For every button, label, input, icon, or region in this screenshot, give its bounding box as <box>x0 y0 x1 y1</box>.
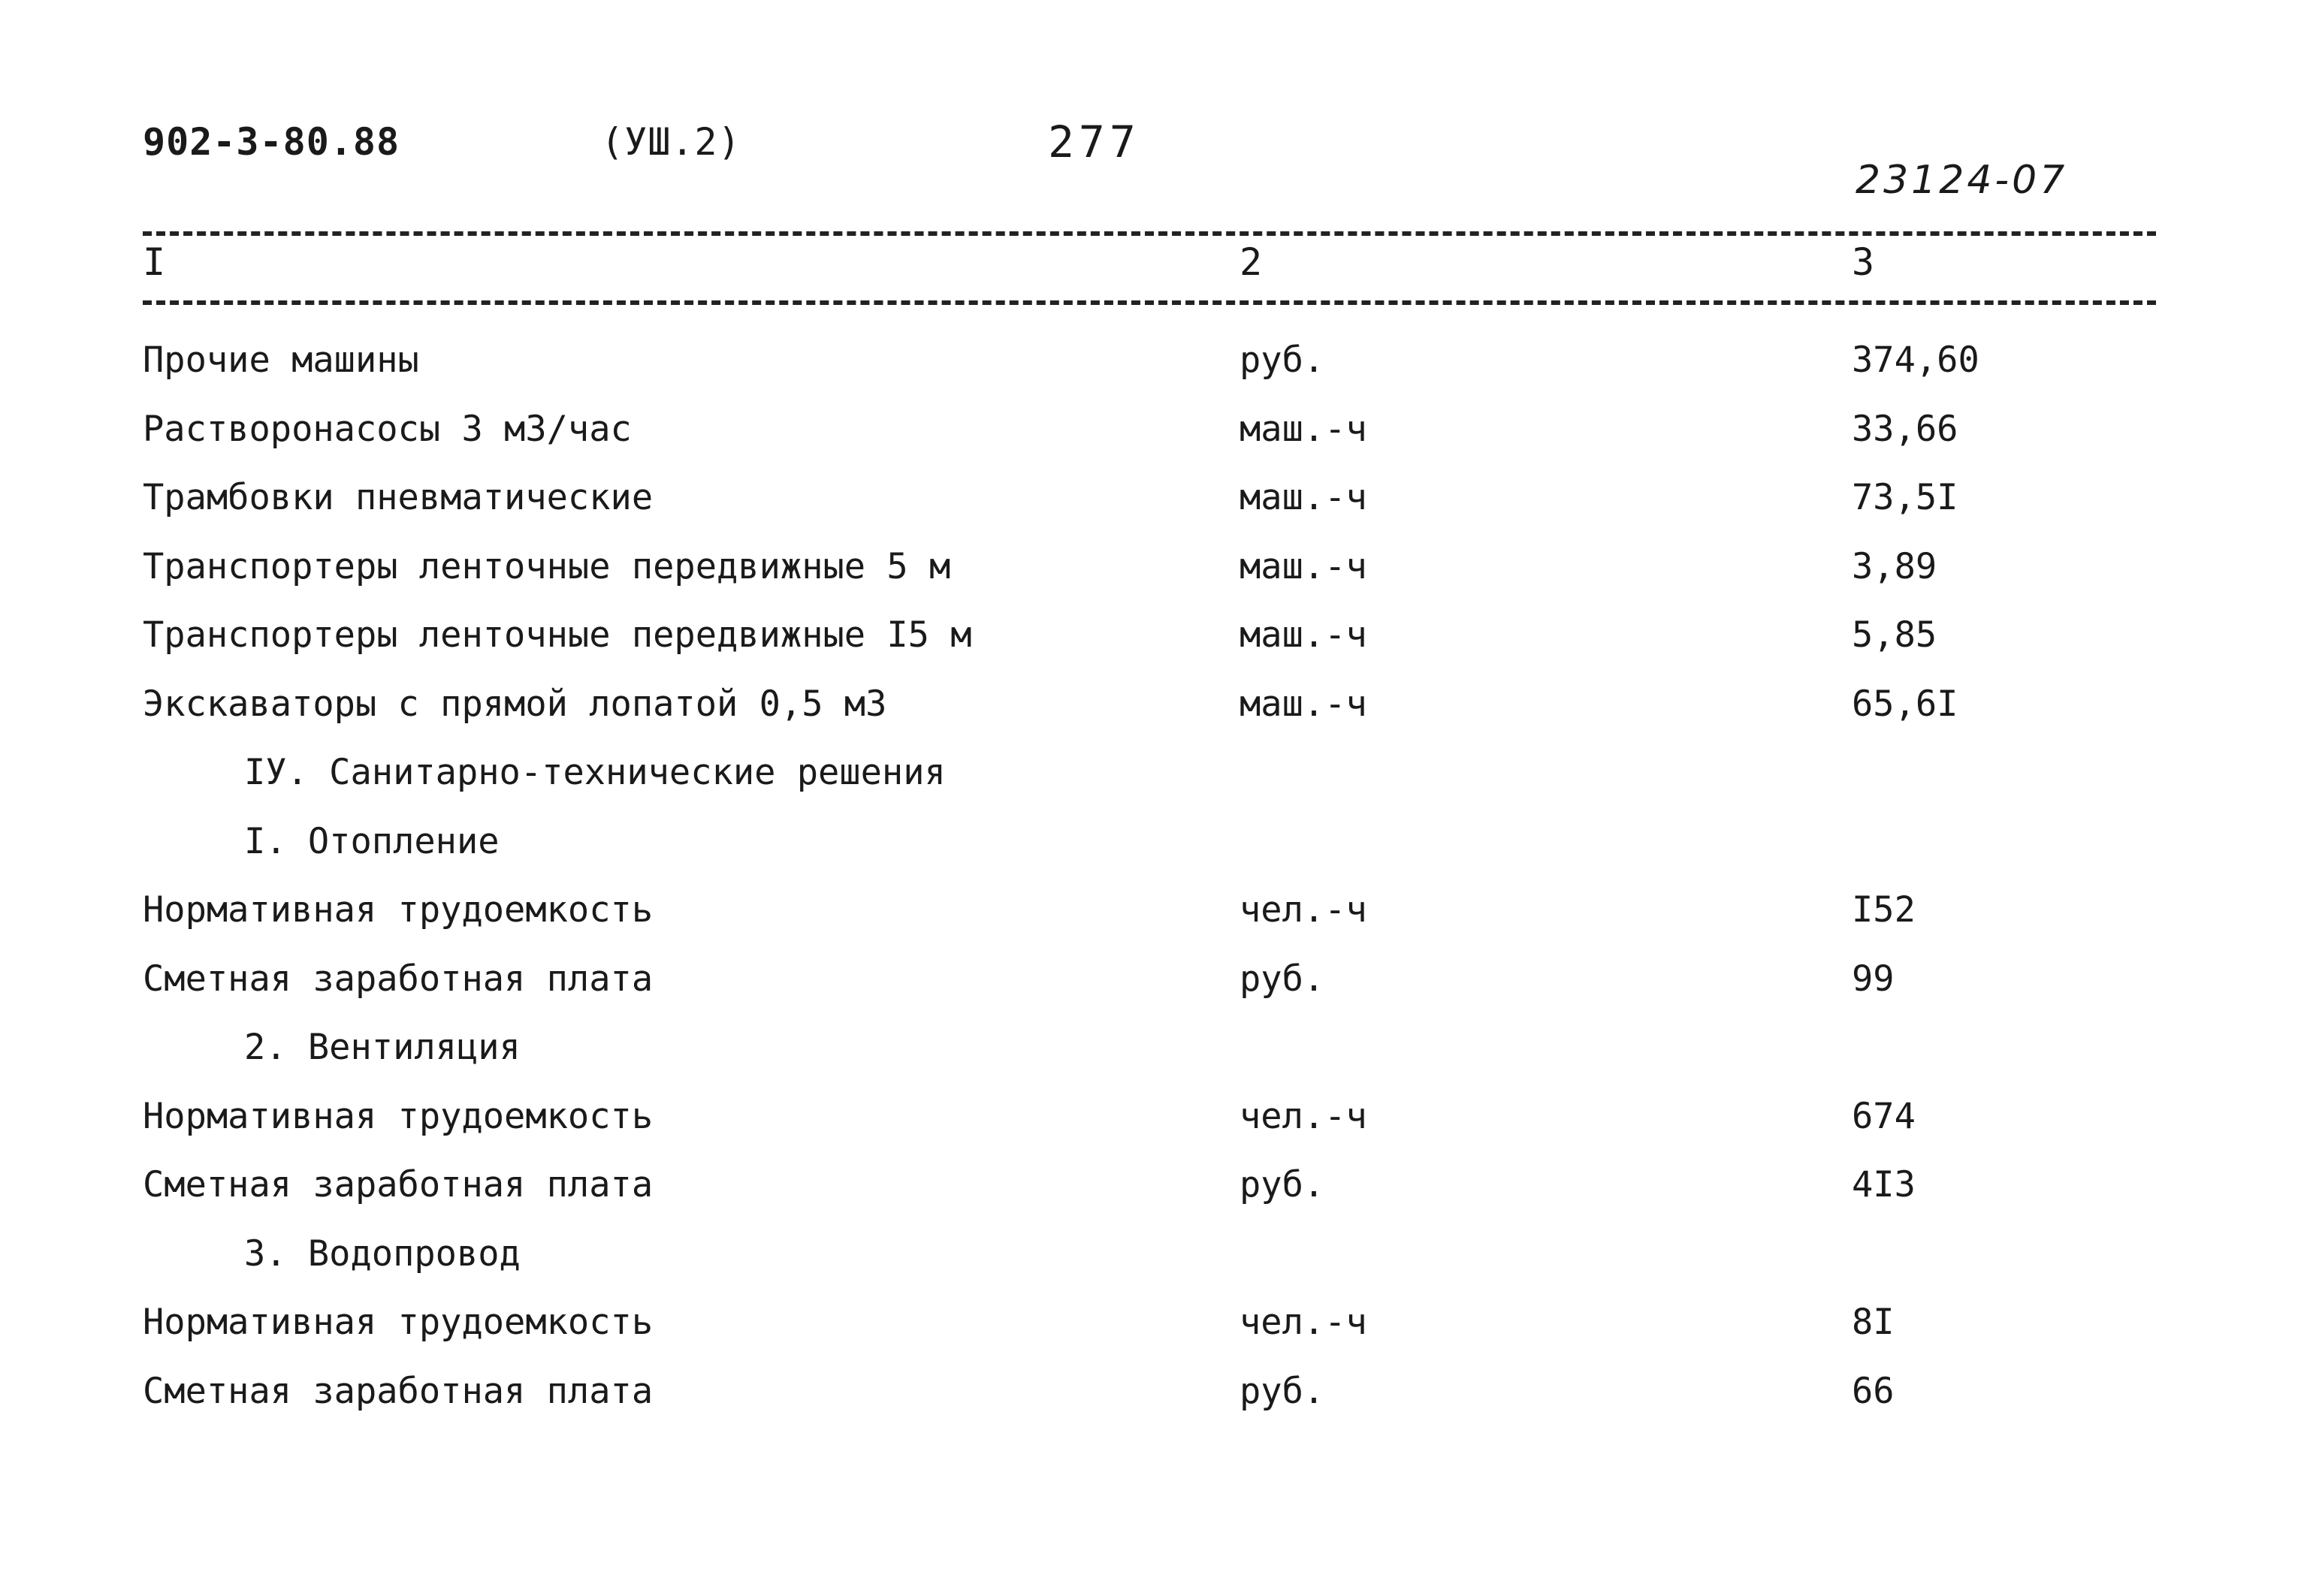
table-row <box>0 472 2307 541</box>
table-row <box>0 953 2307 1022</box>
section-heading-row <box>0 747 2307 816</box>
item-unit: чел.-ч <box>1240 1302 1367 1343</box>
section-heading: 3. Водопровод <box>244 1232 521 1275</box>
section-heading: IУ. Санитарно-технические решения <box>244 752 946 793</box>
item-name: Транспортеры ленточные передвижные 5 м <box>143 545 951 587</box>
table-header-rule <box>143 300 2156 305</box>
item-unit: маш.-ч <box>1240 614 1367 656</box>
item-unit: руб. <box>1240 1370 1325 1412</box>
item-name: Растворонасосы 3 м3/час <box>143 408 632 450</box>
item-name: Прочие машины <box>143 339 419 381</box>
item-unit: маш.-ч <box>1240 683 1367 725</box>
table-row <box>0 334 2307 403</box>
table-row <box>0 678 2307 747</box>
item-unit: руб. <box>1240 339 1325 381</box>
item-name: Сметная заработная плата <box>143 1370 654 1412</box>
item-unit: маш.-ч <box>1240 477 1367 518</box>
item-name: Нормативная трудоемкость <box>143 1095 654 1137</box>
section-heading-row <box>0 1021 2307 1091</box>
item-value: 374,60 <box>1852 339 1979 381</box>
item-value: 73,5I <box>1852 477 1958 518</box>
item-value: 66 <box>1852 1370 1895 1412</box>
item-unit: маш.-ч <box>1240 545 1367 587</box>
column-header-1: I <box>143 240 166 284</box>
table-top-rule <box>143 231 2156 236</box>
item-name: Транспортеры ленточные передвижные I5 м <box>143 614 972 656</box>
section-heading-row <box>0 816 2307 885</box>
table-row <box>0 1159 2307 1228</box>
item-value: 3,89 <box>1852 545 1937 587</box>
section-heading: I. Отопление <box>244 820 500 862</box>
table-row <box>0 609 2307 678</box>
item-value: 65,6I <box>1852 683 1958 725</box>
item-value: 8I <box>1852 1302 1895 1343</box>
table-row <box>0 884 2307 953</box>
item-value: 5,85 <box>1852 614 1937 656</box>
table-row <box>0 1091 2307 1160</box>
section-heading-row <box>0 1228 2307 1297</box>
table-body <box>0 334 2307 1434</box>
item-name: Трамбовки пневматические <box>143 477 654 518</box>
item-value: 674 <box>1852 1095 1916 1137</box>
item-value: I52 <box>1852 889 1916 931</box>
item-name: Экскаваторы с прямой лопатой 0,5 м3 <box>143 683 887 725</box>
item-unit: чел.-ч <box>1240 889 1367 931</box>
item-unit: чел.-ч <box>1240 1095 1367 1137</box>
table-row <box>0 403 2307 472</box>
page-number: 277 <box>1048 116 1140 167</box>
handwritten-stamp: 23124-07 <box>1856 158 2068 203</box>
column-header-2: 2 <box>1240 240 1263 284</box>
item-value: 99 <box>1852 958 1895 1000</box>
table-row <box>0 1296 2307 1365</box>
item-value: 33,66 <box>1852 408 1958 450</box>
document-code: 902-3-80.88 <box>143 120 400 164</box>
item-unit: руб. <box>1240 958 1325 1000</box>
table-row <box>0 541 2307 610</box>
table-row <box>0 1365 2307 1435</box>
column-header-3: 3 <box>1852 240 1875 284</box>
section-heading: 2. Вентиляция <box>244 1027 521 1068</box>
item-name: Сметная заработная плата <box>143 958 654 1000</box>
item-name: Нормативная трудоемкость <box>143 889 654 931</box>
item-unit: маш.-ч <box>1240 408 1367 450</box>
item-value: 4I3 <box>1852 1164 1916 1205</box>
item-name: Сметная заработная плата <box>143 1164 654 1205</box>
item-unit: руб. <box>1240 1164 1325 1205</box>
document-section: (УШ.2) <box>601 120 741 164</box>
item-name: Нормативная трудоемкость <box>143 1302 654 1343</box>
